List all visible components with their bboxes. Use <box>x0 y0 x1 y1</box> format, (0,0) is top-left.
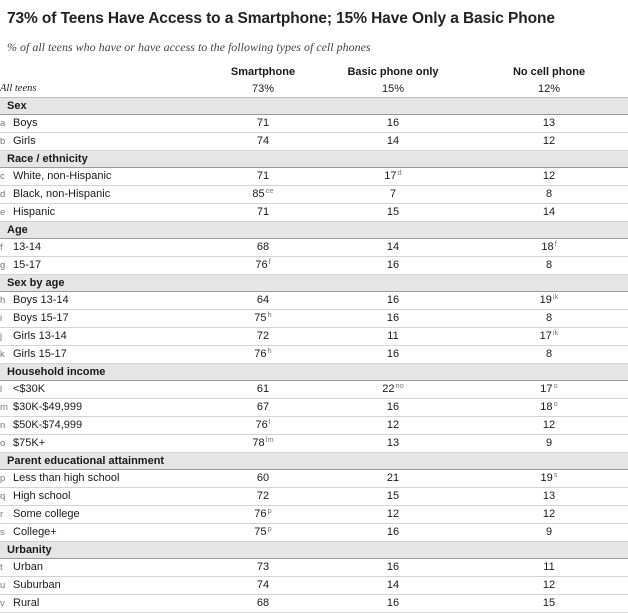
row-label-cell <box>0 488 210 506</box>
section-header <box>0 151 628 168</box>
value: 71 <box>256 206 270 218</box>
value-cell <box>470 292 628 310</box>
row-label: Girls 13-14 <box>13 330 67 342</box>
value-cell <box>316 417 470 435</box>
row-letter: c <box>0 171 5 182</box>
significance-footnote: ce <box>265 186 274 195</box>
row-label-cell <box>0 435 210 453</box>
value: 74 <box>256 579 270 591</box>
value: 8 <box>545 188 553 200</box>
value: 16 <box>386 401 400 413</box>
row-letter: b <box>0 136 6 147</box>
significance-footnote: p <box>267 506 272 515</box>
row-letter: g <box>0 260 6 271</box>
row-letter: v <box>0 598 5 609</box>
value: 17 <box>384 170 397 182</box>
table-row <box>0 381 628 399</box>
table-row <box>0 417 628 435</box>
section-header <box>0 364 628 381</box>
significance-footnote: f <box>268 257 271 266</box>
value: 19 <box>539 294 552 306</box>
row-label: $50K-$74,999 <box>13 419 83 431</box>
value: 68 <box>256 241 270 253</box>
value-cell <box>470 257 628 275</box>
row-letter: m <box>0 402 8 413</box>
value-cell <box>316 506 470 524</box>
value: 13 <box>542 490 556 502</box>
data-table <box>0 64 628 613</box>
row-label-cell <box>0 577 210 595</box>
value: 18 <box>541 241 554 253</box>
value-cell <box>210 115 316 133</box>
value-cell <box>316 346 470 364</box>
value-cell <box>316 435 470 453</box>
section-header <box>0 275 628 292</box>
value-cell <box>210 417 316 435</box>
value-cell <box>316 399 470 417</box>
row-label: 13-14 <box>13 241 42 253</box>
value-cell <box>470 524 628 542</box>
all-teens-row <box>0 81 628 98</box>
value: 17 <box>539 330 552 342</box>
value-cell <box>316 186 470 204</box>
section-title: Sex <box>0 98 628 115</box>
value: 16 <box>386 597 400 609</box>
value: 16 <box>386 526 400 538</box>
value-cell <box>316 239 470 257</box>
value-cell <box>210 239 316 257</box>
significance-footnote: l <box>268 417 271 426</box>
table-row <box>0 239 628 257</box>
significance-footnote: d <box>397 168 402 177</box>
row-label: Boys <box>13 117 38 129</box>
row-letter: k <box>0 349 5 360</box>
section-title: Race / ethnicity <box>0 151 628 168</box>
column-header-no-cell-phone: No cell phone <box>512 66 586 78</box>
table-row <box>0 595 628 613</box>
value: 11 <box>543 561 555 573</box>
value: 72 <box>256 490 270 502</box>
table-row <box>0 310 628 328</box>
row-label-cell <box>0 292 210 310</box>
value-cell <box>470 239 628 257</box>
value: 12 <box>542 170 556 182</box>
row-label-cell <box>0 310 210 328</box>
value: 12 <box>386 508 400 520</box>
row-label-cell <box>0 328 210 346</box>
value-cell <box>316 115 470 133</box>
value: 71 <box>256 117 270 129</box>
value-cell <box>210 506 316 524</box>
significance-footnote: p <box>267 524 272 533</box>
value-cell <box>470 381 628 399</box>
section-header <box>0 453 628 470</box>
significance-footnote: f <box>554 239 557 248</box>
row-label: Some college <box>13 508 80 520</box>
row-label: Girls <box>13 135 36 147</box>
value: 14 <box>542 206 556 218</box>
value: 12 <box>542 508 556 520</box>
table-row <box>0 346 628 364</box>
all-teens-none: 12% <box>470 81 628 98</box>
row-letter: n <box>0 420 6 431</box>
value-cell <box>470 417 628 435</box>
value: 7 <box>389 188 397 200</box>
value: 22 <box>382 383 395 395</box>
value-cell <box>470 435 628 453</box>
value-cell <box>470 186 628 204</box>
value-cell <box>470 577 628 595</box>
value-cell <box>316 470 470 488</box>
value: 14 <box>386 241 400 253</box>
row-label-cell <box>0 399 210 417</box>
value: 19 <box>540 472 553 484</box>
row-label: Urban <box>13 561 43 573</box>
row-letter: i <box>0 313 3 324</box>
value: 78 <box>252 437 265 449</box>
row-label: Less than high school <box>13 472 120 484</box>
value-cell <box>470 595 628 613</box>
row-label: Black, non-Hispanic <box>13 188 111 200</box>
value: 15 <box>542 597 556 609</box>
value: 76 <box>255 259 268 271</box>
value-cell <box>210 328 316 346</box>
row-label: $75K+ <box>13 437 46 449</box>
row-label-cell <box>0 506 210 524</box>
value: 67 <box>256 401 270 413</box>
row-label-cell <box>0 239 210 257</box>
value: 12 <box>386 419 400 431</box>
value-cell <box>210 310 316 328</box>
row-letter: d <box>0 189 6 200</box>
value-cell <box>210 381 316 399</box>
row-letter: u <box>0 580 6 591</box>
table-row <box>0 133 628 151</box>
value-cell <box>210 346 316 364</box>
value-cell <box>470 399 628 417</box>
all-teens-basic: 15% <box>316 81 470 98</box>
value: 14 <box>386 579 400 591</box>
value-cell <box>210 133 316 151</box>
significance-footnote: ik <box>552 292 559 301</box>
row-letter: e <box>0 207 6 218</box>
section-title: Parent educational attainment <box>0 453 628 470</box>
value: 75 <box>254 526 267 538</box>
row-label: Rural <box>13 597 40 609</box>
significance-footnote: ik <box>552 328 559 337</box>
value-cell <box>470 133 628 151</box>
value: 9 <box>545 437 553 449</box>
table-row <box>0 506 628 524</box>
row-letter: t <box>0 562 3 573</box>
all-teens-smartphone: 73% <box>210 81 316 98</box>
value-cell <box>470 204 628 222</box>
table-row <box>0 168 628 186</box>
value-cell <box>470 488 628 506</box>
value: 85 <box>252 188 265 200</box>
value-cell <box>316 133 470 151</box>
value-cell <box>210 168 316 186</box>
value-cell <box>210 577 316 595</box>
significance-footnote: h <box>267 310 272 319</box>
value-cell <box>470 470 628 488</box>
value: 61 <box>256 383 270 395</box>
value: 71 <box>256 170 270 182</box>
page-title: 73% of Teens Have Access to a Smartphone; 15% Have Only a Basic Phone <box>7 10 555 27</box>
value: 8 <box>545 348 553 360</box>
row-label-cell <box>0 346 210 364</box>
value-cell <box>470 328 628 346</box>
section-title: Household income <box>0 364 628 381</box>
value-cell <box>210 204 316 222</box>
significance-footnote: o <box>553 381 558 390</box>
table-row <box>0 115 628 133</box>
value: 16 <box>386 312 400 324</box>
value: 76 <box>254 348 267 360</box>
table-row <box>0 577 628 595</box>
significance-footnote: lm <box>265 435 274 444</box>
value-cell <box>316 328 470 346</box>
table-row <box>0 399 628 417</box>
value: 17 <box>540 383 553 395</box>
section-title: Sex by age <box>0 275 628 292</box>
value-cell <box>316 595 470 613</box>
value-cell <box>210 488 316 506</box>
table-row <box>0 488 628 506</box>
row-label: White, non-Hispanic <box>13 170 112 182</box>
value-cell <box>316 257 470 275</box>
table-row <box>0 204 628 222</box>
row-letter: p <box>0 473 6 484</box>
value-cell <box>316 488 470 506</box>
row-label: $30K-$49,999 <box>13 401 83 413</box>
value: 64 <box>256 294 270 306</box>
section-header <box>0 222 628 239</box>
column-header-smartphone: Smartphone <box>230 66 296 78</box>
row-label-cell <box>0 115 210 133</box>
table-body <box>0 98 628 613</box>
table-row <box>0 524 628 542</box>
row-label-cell <box>0 559 210 577</box>
value: 12 <box>542 419 556 431</box>
value-cell <box>210 595 316 613</box>
column-header-basic-phone: Basic phone only <box>347 66 439 78</box>
value: 76 <box>254 508 267 520</box>
row-label-cell <box>0 595 210 613</box>
value-cell <box>470 559 628 577</box>
value: 11 <box>387 330 399 342</box>
value-cell <box>470 310 628 328</box>
value: 16 <box>386 561 400 573</box>
value-cell <box>210 257 316 275</box>
value-cell <box>210 559 316 577</box>
value-cell <box>316 524 470 542</box>
section-title: Age <box>0 222 628 239</box>
row-label: Girls 15-17 <box>13 348 67 360</box>
section-header <box>0 98 628 115</box>
value: 16 <box>386 294 400 306</box>
all-teens-label: All teens <box>0 81 210 98</box>
row-label-cell <box>0 470 210 488</box>
table-row <box>0 328 628 346</box>
row-label-cell <box>0 133 210 151</box>
value-cell <box>210 399 316 417</box>
significance-footnote: h <box>267 346 272 355</box>
value: 72 <box>256 330 270 342</box>
row-letter: o <box>0 438 6 449</box>
value: 8 <box>545 312 553 324</box>
value-cell <box>316 381 470 399</box>
table-header <box>0 64 628 98</box>
table-row <box>0 435 628 453</box>
value: 8 <box>545 259 553 271</box>
value-cell <box>210 186 316 204</box>
row-letter: h <box>0 295 6 306</box>
value: 18 <box>540 401 553 413</box>
row-label-cell <box>0 204 210 222</box>
value-cell <box>316 292 470 310</box>
significance-footnote: s <box>553 470 558 479</box>
value: 15 <box>386 206 400 218</box>
value-cell <box>470 506 628 524</box>
significance-footnote: o <box>553 399 558 408</box>
section-header <box>0 542 628 559</box>
value-cell <box>210 524 316 542</box>
value-cell <box>470 115 628 133</box>
row-letter: q <box>0 491 6 502</box>
page-subtitle: % of all teens who have or have access to the following types of cell phones <box>7 40 371 54</box>
table-row <box>0 292 628 310</box>
row-letter: j <box>0 331 3 342</box>
row-label: 15-17 <box>13 259 42 271</box>
row-label-cell <box>0 168 210 186</box>
row-label: High school <box>13 490 71 502</box>
row-label: College+ <box>13 526 57 538</box>
row-letter: f <box>0 242 3 253</box>
value: 76 <box>255 419 268 431</box>
value: 13 <box>386 437 400 449</box>
row-label-cell <box>0 417 210 435</box>
value: 9 <box>545 526 553 538</box>
value-cell <box>470 168 628 186</box>
row-letter: a <box>0 118 6 129</box>
value: 16 <box>386 117 400 129</box>
value: 21 <box>386 472 400 484</box>
value: 74 <box>256 135 270 147</box>
value: 75 <box>254 312 267 324</box>
row-label-cell <box>0 257 210 275</box>
row-label: Hispanic <box>13 206 56 218</box>
table-row <box>0 257 628 275</box>
value: 15 <box>386 490 400 502</box>
row-label: <$30K <box>13 383 46 395</box>
row-label: Boys 13-14 <box>13 294 69 306</box>
row-letter: l <box>0 384 3 395</box>
row-letter: s <box>0 527 5 538</box>
table-row <box>0 559 628 577</box>
value: 60 <box>256 472 270 484</box>
value-cell <box>316 168 470 186</box>
value-cell <box>210 292 316 310</box>
value-cell <box>316 310 470 328</box>
row-label-cell <box>0 524 210 542</box>
value: 12 <box>542 579 556 591</box>
header-blank <box>0 64 210 81</box>
row-letter: r <box>0 509 4 520</box>
row-label-cell <box>0 186 210 204</box>
value: 16 <box>386 348 400 360</box>
table-row <box>0 186 628 204</box>
row-label: Suburban <box>13 579 61 591</box>
value-cell <box>316 559 470 577</box>
significance-footnote: no <box>395 381 404 390</box>
value-cell <box>210 435 316 453</box>
value: 68 <box>256 597 270 609</box>
row-label-cell <box>0 381 210 399</box>
value: 16 <box>386 259 400 271</box>
value: 73 <box>256 561 270 573</box>
table-row <box>0 470 628 488</box>
value: 12 <box>542 135 556 147</box>
value-cell <box>470 346 628 364</box>
section-title: Urbanity <box>0 542 628 559</box>
value: 13 <box>542 117 556 129</box>
value-cell <box>316 204 470 222</box>
value-cell <box>316 577 470 595</box>
row-label: Boys 15-17 <box>13 312 69 324</box>
value: 14 <box>386 135 400 147</box>
value-cell <box>210 470 316 488</box>
